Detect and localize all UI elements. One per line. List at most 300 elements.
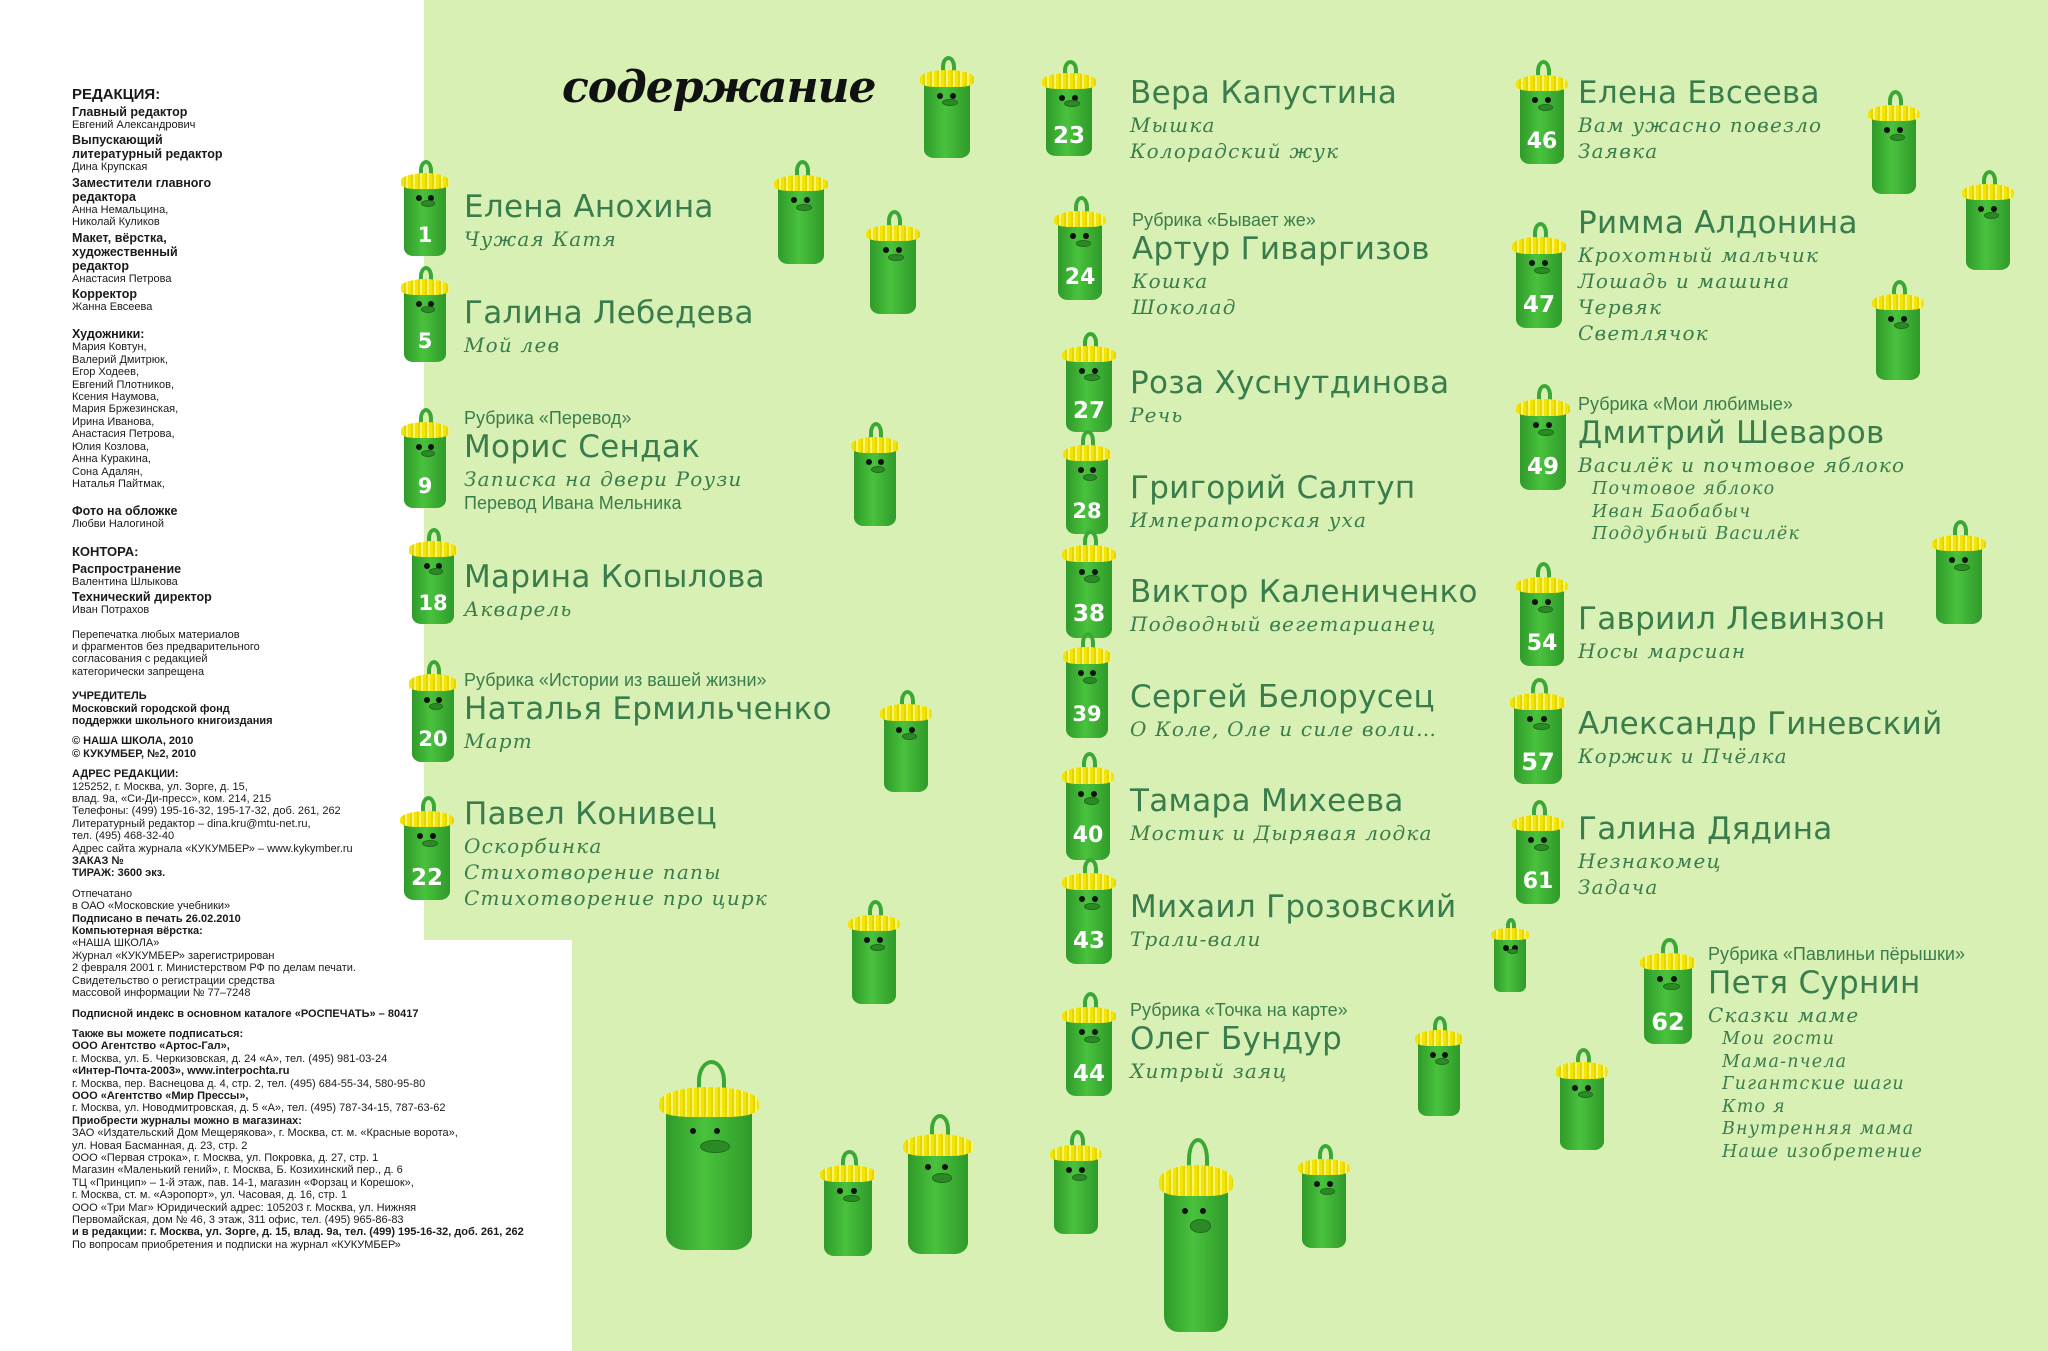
registration-line: Свидетельство о регистрации средства [72,974,275,987]
cucumber-mascot-icon [666,1060,752,1250]
copyright-line: © КУКУМБЕР, №2, 2010 [72,747,197,760]
cucumber-nose [1076,240,1091,247]
entry-work: Подводный вегетарианец [1130,612,1437,636]
shops-line: и в редакции: г. Москва, ул. Зорге, д. 15, влад. 9а, тел. (499) 195-16-32, доб. 261, 262 [72,1226,524,1239]
layout-name: Анастасия Петрова [72,272,172,285]
entry-work: Лошадь и машина [1578,269,1791,293]
cucumber-nose [1435,1058,1449,1065]
artist-name: Ирина Иванова, [72,415,155,428]
entry-rubric: Рубрика «Мои любимые» [1578,394,1793,414]
cucumber-hair [1062,873,1115,890]
cucumber-eye [416,444,422,450]
entry-rubric: Рубрика «Истории из вашей жизни» [464,670,767,690]
cucumber-eye [1090,467,1096,473]
cucumber-nose [1084,374,1100,381]
entry-work: Шоколад [1132,295,1237,319]
typesetting-label: Компьютерная вёрстка: [72,925,203,938]
artist-name: Валерий Дмитрюк, [72,353,168,366]
entry-rubric: Рубрика «Точка на карте» [1130,1000,1348,1020]
cucumber-nose [932,1173,952,1183]
page-number: 43 [1072,927,1105,954]
cover-photo-name: Любви Налогиной [72,518,165,531]
cucumber-hair [1510,693,1566,710]
cucumber-nose [1538,104,1553,111]
page-number: 47 [1522,291,1555,318]
cucumber-mascot-icon [924,56,970,158]
cucumber-hair [1298,1159,1349,1176]
toc-entry[interactable] [1130,573,1478,637]
cucumber-mascot-icon [1520,562,1564,666]
cucumber-hair [920,70,973,86]
entry-author: Наталья Ермильченко [464,691,832,727]
distribution-name: Валентина Шлыкова [72,575,178,588]
entry-author: Артур Гиваргизов [1132,231,1430,267]
toc-entry[interactable] [1130,469,1415,533]
page-number: 28 [1072,498,1102,523]
cucumber-mascot-icon [412,660,454,762]
cucumber-eye [1091,791,1097,797]
cucumber-mascot-icon [404,408,446,508]
entry-work: Хитрый заяц [1130,1059,1288,1083]
cucumber-hair [1516,75,1567,92]
address-line: 125252, г. Москва, ул. Зорге, д. 15, [72,780,248,793]
shops-line: г. Москва, ст. м. «Аэропорт», ул. Часовая, д. 16, стр. 1 [72,1189,347,1202]
cucumber-hair [1042,73,1095,88]
entry-author: Олег Бундур [1130,1021,1343,1057]
cucumber-mascot-icon [1046,60,1092,156]
subscribe-line: г. Москва, ул. Б. Черкизовская, д. 24 «А», тел. (495) 981-03-24 [72,1052,388,1065]
cucumber-eye [1078,670,1084,676]
subscribe-heading: Также вы можете подписаться: [72,1027,244,1040]
entry-subwork: Внутренняя мама [1722,1119,1915,1139]
cucumber-nose [421,450,435,457]
entry-author: Галина Дядина [1578,811,1833,847]
artist-name: Евгений Плотников, [72,378,175,391]
entry-rubric: Рубрика «Перевод» [464,408,632,428]
cucumber-mascot-icon [1560,1048,1604,1150]
cucumber-mascot-icon [412,528,454,624]
cucumber-eye [424,697,430,703]
cucumber-hair [774,175,827,192]
cucumber-mascot-icon [1066,858,1112,964]
tech-director-name: Иван Потрахов [72,604,150,617]
page-number: 24 [1064,264,1096,290]
cucumber-nose [1084,797,1099,805]
corrector-name: Жанна Евсеева [72,301,153,314]
cucumber-mascot-icon [1066,632,1108,738]
cucumber-eye [950,93,956,99]
toc-entry[interactable] [1578,204,1858,346]
entry-work: Носы марсиан [1578,639,1747,663]
cucumber-nose [1534,844,1549,851]
cucumber-mascot-icon [404,796,450,900]
deputy-name: Николай Куликов [72,216,160,229]
page-number: 9 [417,474,433,498]
cover-photo-role: Фото на обложке [72,504,178,519]
founder-line: поддержки школьного книгоиздания [72,714,273,727]
cucumber-hair [409,674,458,690]
entry-subwork: Гигантские шаги [1722,1074,1905,1094]
cucumber-eye [851,1188,857,1194]
cucumber-mascot-icon [1516,222,1562,328]
entry-work: О Коле, Оле и силе воли… [1130,717,1438,741]
layout-role: Макет, вёрстка, художественный редактор [72,230,178,273]
typesetting-name: «НАША ШКОЛА» [72,937,160,950]
cucumber-body [1302,1163,1346,1248]
cucumber-hair [1516,577,1567,594]
artist-name: Юлия Козлова, [72,440,150,453]
cucumber-mascot-icon [1302,1144,1346,1248]
cucumber-nose [1984,212,1999,219]
subscribe-line: г. Москва, ул. Новодмитровская, д. 5 «А», тел. (495) 787-34-15, 787-63-62 [72,1102,446,1115]
entry-author: Григорий Салтуп [1130,470,1416,506]
subscription-index: Подписной индекс в основном каталоге «РОСПЕЧАТЬ» – 80417 [72,1007,419,1020]
shops-line: По вопросам приобретения и подписки на журнал «КУКУМБЕР» [72,1238,401,1251]
cucumber-nose [421,200,435,207]
reprint-line: Перепечатка любых материалов [72,628,240,641]
cucumber-mascot-icon [1054,1130,1098,1234]
cucumber-nose [1954,564,1970,571]
cucumber-nose [870,944,885,951]
entry-work: Светлячок [1578,321,1709,345]
toc-entry[interactable] [1708,944,1965,1163]
cucumber-hair [1868,105,1919,122]
cucumber-mascot-icon [1514,678,1562,784]
cucumber-body [778,179,824,264]
artist-name: Мария Бржезинская, [72,403,179,416]
entry-work: Червяк [1578,295,1663,319]
page-number: 46 [1526,128,1558,154]
entry-work: Чужая Катя [464,227,617,251]
entry-work: Мой лев [464,333,561,357]
cucumber-eye [1541,716,1547,722]
cucumber-hair [880,704,931,720]
printed-at: в ОАО «Московские учебники» [72,900,231,913]
cucumber-hair [1062,767,1113,784]
cucumber-body [908,1139,968,1254]
cucumber-eye [1529,260,1535,266]
signed-line: Подписано в печать 26.02.2010 [72,912,241,925]
cucumber-hair [401,422,450,438]
cucumber-hair [659,1087,759,1117]
page-number: 1 [417,223,433,248]
toc-entry[interactable] [1578,705,1943,769]
cucumber-mascot-icon [1066,752,1110,860]
redaktsiya-heading: РЕДАКЦИЯ: [72,86,161,103]
subscribe-line: ООО Агентство «Артос-Гал», [72,1040,230,1053]
cucumber-hair [1062,346,1115,362]
entry-author: Морис Сендак [464,429,701,465]
registration-line: Журнал «КУКУМБЕР» зарегистрирован [72,949,275,962]
cucumber-nose [1084,1036,1100,1043]
cucumber-eye [909,727,915,733]
shops-line: ЗАО «Издательский Дом Мещерякова», г. Москва, ст. м. «Красные ворота», [72,1127,458,1140]
reprint-line: согласования с редакцией [72,653,208,666]
cucumber-mascot-icon [404,266,446,362]
cucumber-nose [888,254,904,261]
cucumber-body [1936,539,1982,624]
cucumber-mascot-icon [1164,1138,1228,1332]
cucumber-hair [903,1134,973,1156]
cucumber-eye [1079,569,1085,575]
artist-name: Мария Ковтун, [72,341,147,354]
toc-entry[interactable] [464,795,768,911]
toc-entry[interactable] [1130,1000,1348,1084]
entry-author: Гавриил Левинзон [1578,601,1886,637]
page-number: 54 [1526,630,1558,656]
cucumber-nose [1538,429,1554,436]
entry-author: Дмитрий Шеваров [1578,415,1885,451]
circulation-line: ТИРАЖ: 3600 экз. [72,867,166,880]
cucumber-body [1876,298,1920,380]
entry-work: Сказки маме [1708,1003,1860,1027]
founder-heading: УЧРЕДИТЕЛЬ [72,690,147,703]
cucumber-mascot-icon [1520,60,1564,164]
cucumber-body [884,708,928,792]
registration-line: массовой информации № 77–7248 [72,987,251,1000]
cucumber-hair [1050,1145,1101,1162]
entry-author: Виктор Калениченко [1130,574,1478,610]
cucumber-hair [1872,294,1923,310]
cucumber-mascot-icon [1066,992,1112,1096]
subscribe-line: г. Москва, пер. Васнецова д. 4, стр. 2, тел. (495) 684-55-34, 580-95-80 [72,1077,426,1090]
toc-entry[interactable] [1578,810,1833,900]
cucumber-mascot-icon [1966,170,2010,270]
cucumber-eye [1090,670,1096,676]
entry-translator: Перевод Ивана Мельника [464,493,682,513]
cucumber-hair [1063,647,1112,664]
entry-work: Мостик и Дырявая лодка [1130,821,1433,845]
cucumber-body [870,229,916,314]
cucumber-nose [1533,723,1549,730]
toc-entry[interactable] [1130,364,1449,428]
toc-entry[interactable] [464,558,765,622]
cucumber-hair [401,279,450,294]
cucumber-hair [409,541,458,556]
toc-entry[interactable] [464,188,714,252]
lit-editor-tel: тел. (495) 468-32-40 [72,830,175,843]
cucumber-hair [1415,1030,1464,1046]
cucumber-hair [1159,1165,1233,1196]
cucumber-eye [436,697,442,703]
chief-editor-role: Главный редактор [72,105,188,119]
entry-work: Колорадский жук [1130,139,1340,163]
cucumber-body [1966,188,2010,270]
cucumber-eye [1533,422,1539,428]
lit-editor-email: Литературный редактор – dina.kru@mtu-net.ru, [72,817,311,830]
copyright-line: © НАША ШКОЛА, 2010 [72,735,194,748]
entry-work: Кошка [1132,269,1209,293]
cucumber-nose [429,703,443,710]
entry-author: Роза Хуснутдинова [1130,365,1450,401]
cucumber-body [924,74,970,158]
cucumber-mascot-icon [1936,520,1982,624]
artist-name: Анна Куракина, [72,453,151,466]
cucumber-eye [1430,1052,1436,1058]
cucumber-mascot-icon [1872,90,1916,194]
cucumber-eye [416,301,422,307]
cucumber-mascot-icon [1516,800,1560,904]
cucumber-nose [871,466,885,473]
cucumber-nose [1064,100,1080,107]
cucumber-nose [1534,267,1550,274]
cucumber-nose [796,204,812,211]
entry-work: Василёк и почтовое яблоко [1578,453,1906,477]
entry-author: Тамара Михеева [1130,783,1404,819]
entry-rubric: Рубрика «Павлиньи пёрышки» [1708,944,1965,964]
artist-name: Ксения Наумова, [72,391,160,404]
entry-work: Коржик и Пчёлка [1578,744,1788,768]
entry-work: Трали-вали [1130,927,1262,951]
cucumber-mascot-icon [870,210,916,314]
cucumber-body [1494,931,1526,992]
entry-author: Елена Евсеева [1578,75,1820,111]
entry-work: Императорская уха [1130,508,1368,532]
cucumber-eye [1200,1208,1206,1214]
page-number: 23 [1052,123,1085,150]
cucumber-nose [1538,606,1553,613]
toc-entry[interactable] [464,670,832,754]
cucumber-hair [400,811,453,828]
entry-work: Записка на двери Роузи [464,467,743,491]
shops-line: ООО «Первая строка», г. Москва, ул. Покровка, д. 27, стр. 1 [72,1151,379,1164]
cucumber-nose [902,733,917,740]
cucumber-hair [1512,237,1565,254]
entry-author: Павел Конивец [464,796,718,832]
entry-author: Римма Алдонина [1578,205,1858,241]
entry-work: Стихотворение про цирк [464,886,769,910]
phones-line: Телефоны: (499) 195-16-32, 195-17-32, доб. 261, 262 [72,805,341,818]
office-heading: КОНТОРА: [72,543,139,559]
page-number: 49 [1526,453,1559,480]
cucumber-hair [1640,953,1696,970]
page-number: 20 [418,727,448,752]
cucumber-hair [1063,445,1112,462]
shops-heading: Приобрести журналы можно в магазинах: [72,1114,302,1127]
page-number: 39 [1072,701,1102,726]
cucumber-nose [843,1195,859,1202]
deputies-role: Заместители главного редактора [72,175,212,204]
entry-author: Александр Гиневский [1578,706,1943,742]
cucumber-mascot-icon [1066,332,1112,432]
cucumber-nose [1083,474,1097,481]
cucumber-hair [851,437,900,454]
entry-work: Задача [1578,875,1659,899]
entry-work: Речь [1130,403,1184,427]
artist-name: Сона Адалян, [72,465,143,478]
entry-author: Галина Лебедева [464,295,754,331]
masthead [72,86,572,1251]
entry-work: Акварель [464,597,573,621]
toc-entry[interactable] [1130,782,1433,846]
cucumber-mascot-icon [852,900,896,1004]
cucumber-nose [1894,322,1909,329]
toc-entry[interactable] [464,408,743,514]
artist-name: Анастасия Петрова, [72,428,175,441]
toc-entry[interactable] [1578,600,1885,664]
cucumber-body [852,919,896,1004]
toc-entry[interactable] [1578,74,1822,164]
cucumber-mascot-icon [778,160,824,264]
cucumber-mascot-icon [854,422,896,526]
subscribe-line: «Интер-Почта-2003», www.interpochta.ru [72,1065,290,1078]
cucumber-hair [1512,815,1563,832]
cucumber-hair [1062,545,1115,562]
entry-work: Заявка [1578,139,1659,163]
cucumber-nose [429,568,443,575]
cucumber-body [1054,1149,1098,1234]
toc-entry[interactable] [464,294,754,358]
cucumber-body [1418,1034,1460,1116]
cucumber-mascot-icon [1058,196,1102,300]
artist-name: Наталья Пайтмак, [72,477,165,490]
cucumber-nose [1320,1188,1335,1195]
page-number: 5 [417,329,433,354]
toc-entry[interactable] [1132,210,1430,320]
toc-entry[interactable] [1130,888,1456,952]
deputy-name: Анна Немальцина, [72,203,169,216]
cucumber-hair [1491,928,1528,940]
entry-subwork: Мои гости [1722,1029,1836,1049]
cucumber-eye [1585,1085,1591,1091]
entry-subwork: Наше изобретение [1722,1141,1924,1162]
entry-author: Михаил Грозовский [1130,889,1457,925]
cucumber-eye [1092,569,1098,575]
subscribe-line: ООО «Агентство «Мир Прессы», [72,1089,249,1102]
entry-author: Вера Капустина [1130,75,1398,111]
page-number: 18 [418,591,448,616]
cucumber-eye [1079,368,1085,374]
page-number: 40 [1072,823,1104,849]
cucumber-mascot-icon [404,160,446,256]
cucumber-nose [1084,903,1100,910]
toc-entry[interactable] [1578,394,1905,546]
cucumber-hair [1932,535,1985,552]
toc-entry[interactable] [1130,74,1397,164]
entry-work: Незнакомец [1578,849,1722,873]
printed-label: Отпечатано [72,887,133,900]
lit-editor-name: Дина Крупская [72,161,148,174]
cucumber-nose [1890,134,1905,141]
corrector-role: Корректор [72,287,137,302]
entry-subwork: Кто я [1722,1096,1786,1117]
entry-work: Вам ужасно повезло [1578,113,1823,137]
entry-work: Стихотворение папы [464,860,722,884]
entry-work: Мышка [1130,113,1216,137]
cucumber-hair [1516,399,1569,416]
entry-author: Петя Сурнин [1708,965,1921,1001]
cucumber-eye [1059,95,1065,101]
cucumber-hair [848,915,899,932]
lit-editor-role: Выпускающий литературный редактор [72,133,223,162]
cucumber-hair [1062,1007,1115,1024]
cucumber-eye [1092,896,1098,902]
entry-subwork: Иван Баобабыч [1592,501,1752,522]
toc-entry[interactable] [1130,678,1437,742]
shops-line: ООО «Три Маг» Юридический адрес: 105203 г. Москва, ул. Нижняя [72,1201,417,1214]
cucumber-body [1560,1066,1604,1150]
entry-subwork: Мама-пчела [1722,1051,1848,1072]
page-number: 27 [1072,398,1105,424]
cucumber-body [824,1169,872,1256]
entry-work: Март [464,729,533,753]
page-number: 61 [1522,868,1554,894]
artists-role: Художники: [72,327,145,342]
tech-director-role: Технический директор [72,590,212,605]
cucumber-nose [1578,1091,1593,1098]
cucumber-eye [878,459,884,465]
page-number: 62 [1651,1007,1685,1036]
